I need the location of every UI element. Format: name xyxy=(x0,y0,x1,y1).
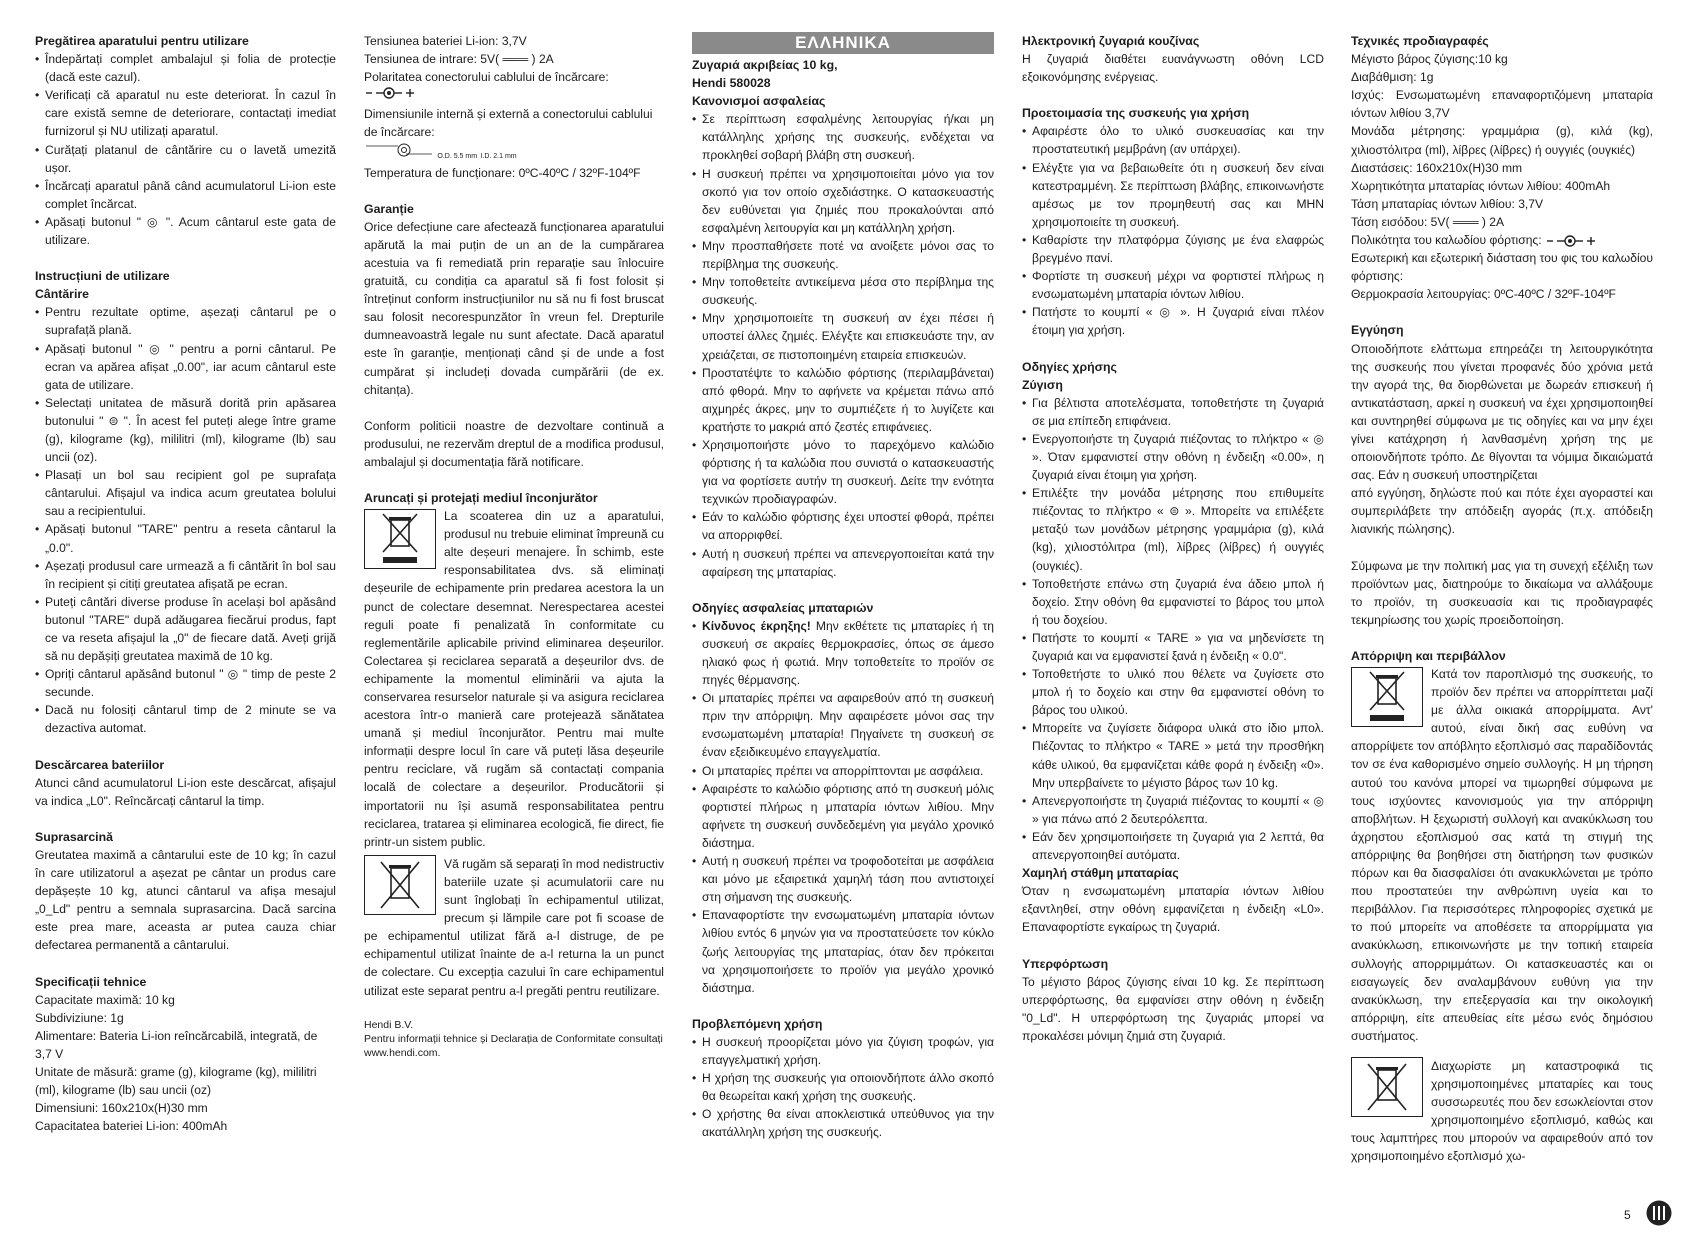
hendi-logo-icon xyxy=(1646,1200,1672,1226)
ro-env-text-2: Vă rugăm să separați în mod nedistructiv bateriile uzate și acumulatorii care nu sunt înglobați în echipamentul utilizat, precum și lămpile care pot fi scoase de pe echipamentul utilizat fără a-l distruge, de pe echipamentul utilizat înainte de a-l returna la un punct de colectare. Cu excepția cazului în care echipamentul utilizat este separat pentru a-l pregăti pentru reutilizare. xyxy=(364,856,664,998)
battery-weee-icon xyxy=(364,855,436,915)
list-item: • Καθαρίστε την πλατφόρμα ζύγισης με ένα ελαφρώς βρεγμένο πανί. xyxy=(1022,231,1324,267)
ro-prep-list xyxy=(35,50,336,249)
list-item: • Αφαιρέστε το καλώδιο φόρτισης από τη συσκευή μόλις φορτιστεί πλήρως η μπαταρία ιόντων λιθίου. Μην αφήνετε τη συσκευή συνδεδεμένη για μεγάλο χρονικό διάστημα. xyxy=(692,780,994,852)
list-item: • Προστατέψτε το καλώδιο φόρτισης (περιλαμβάνεται) από φθορά. Μην το αφήνετε να κρέμεται πάνω από αιχμηρές άκρες, μην το συμπιέζετε ή το λυγίζετε και κρατήστε το μακριά από ζεστές επιφάνειες. xyxy=(692,364,994,436)
ro-spec-line: Capacitate maximă: 10 kg xyxy=(35,992,175,1007)
el-safety-list xyxy=(692,110,994,580)
ro-spec-line: Subdiviziune: 1g xyxy=(35,1010,124,1025)
weee-bin-icon xyxy=(1351,667,1423,727)
el-intended-title: Προβλεπόμενη χρήση xyxy=(692,1016,823,1031)
footer-company: Hendi B.V. xyxy=(364,1018,414,1031)
list-item: • Εάν δεν χρησιμοποιήσετε τη ζυγαριά για 2 λεπτά, θα απενεργοποιηθεί αυτόματα. xyxy=(1022,828,1324,864)
list-item: • Pentru rezultate optime, așezați cântarul pe o suprafață plană. xyxy=(35,303,336,339)
ro-overload-text: Greutatea maximă a cântarului este de 10 kg; în cazul în care utilizatorul a așezat pe cântar un produs care depășește 10 kg, atunci cântarul va afișa mesajul „0_Ld" pentru a semnala suprasarcina. Dacă sarcina este prea mare, aceasta ar putea cauza chiar defectarea permanentă a cântarului. xyxy=(35,847,336,953)
ro-discharge-text: Atunci când acumulatorul Li-ion este descărcat, afișajul va indica „L0". Reîncărcați cântarul la timp. xyxy=(35,775,336,808)
polarity-icon xyxy=(364,86,664,105)
el-spec-line: Διαβάθμιση: 1g xyxy=(1351,70,1434,85)
ro-prep-title: Pregătirea aparatului pentru utilizare xyxy=(35,34,249,48)
list-item: • Η συσκευή πρέπει να χρησιμοποιείται μόνο για τον σκοπό για τον οποίο σχεδιάστηκε. Ο κατασκευαστής δεν ευθύνεται για ζημιές που προκαλούνται από εσφαλμένη λειτουργία και μη κατάλληλη χρήση. xyxy=(692,165,994,237)
list-item: • Αφαιρέστε όλο το υλικό συσκευασίας και την προστατευτική μεμβράνη (αν υπάρχει). xyxy=(1022,122,1324,158)
list-item: • Apăsați butonul " ◎ " pentru a porni cântarul. Pe ecran va apărea afișat „0.00", iar acum cântarul este gata de utilizare. xyxy=(35,340,336,394)
list-item: • Η χρήση της συσκευής για οποιονδήποτε άλλο σκοπό θα θεωρείται κακή χρήση της συσκευής. xyxy=(692,1069,994,1105)
ro-policy-text: Conform politicii noastre de dezvoltare continuă a produsului, ne rezervăm dreptul de a modifica produsul, ambalajul și documentația fără notificare. xyxy=(364,418,664,469)
list-item: • Για βέλτιστα αποτελέσματα, τοποθετήστε τη ζυγαριά σε μια επίπεδη επιφάνεια. xyxy=(1022,394,1324,430)
explosion-warning: Κίνδυνος έκρηξης! xyxy=(702,618,811,633)
polarity-icon xyxy=(1545,234,1597,248)
list-item: • Ελέγξτε για να βεβαιωθείτε ότι η συσκευή δεν είναι κατεστραμμένη. Σε περίπτωση βλάβης, επικοινωνήστε αμέσως με τον προμηθευτή σας και ΜΗΝ χρησιμοποιείτε τη συσκευή. xyxy=(1022,159,1324,231)
list-item: • Opriți cântarul apăsând butonul " ◎ " timp de peste 2 secunde. xyxy=(35,665,336,701)
list-item: • Τοποθετήστε το υλικό που θέλετε να ζυγίσετε στο μπολ ή το δοχείο και στην θα εμφανιστεί οθόνη το βάρος του υλικού. xyxy=(1022,665,1324,719)
list-item: • Αυτή η συσκευή πρέπει να απενεργοποιείται κατά την αφαίρεση της μπαταρίας. xyxy=(692,545,994,581)
ro-warranty-title: Garanție xyxy=(364,201,414,216)
list-item: • Φορτίστε τη συσκευή μέχρι να φορτιστεί πλήρως η ενσωματωμένη μπαταρία ιόντων λιθίου. xyxy=(1022,267,1324,303)
el-battery-list xyxy=(692,617,994,997)
el-env-text-1: Κατά τον παροπλισμό της συσκευής, το προϊόν δεν πρέπει να απορρίπτεται μαζί με άλλα οικιακά απορρίμματα. Αντ' αυτού, είναι δική σας ευθύνη να απορρίψετε τον απόβλητο εξοπλισμό σας παραδίδοντάς τον σε ένα καθορισμένο σημείο συλλογής. Η μη τήρηση αυτού του κανόνα μπορεί να τιμωρηθεί σύμφωνα με τους ισχύοντες κανονισμούς για την απόρριψη αποβλήτων. Η ξεχωριστή συλλογή και ανακύκλωση του άχρηστου εξοπλισμού σας κατά τη στιγμή της απόρριψης θα βοηθήσει στη διατήρηση των φυσικών πόρων και θα διασφαλίσει ότι ανακυκλώνεται με τρόπο που προστατεύει την ανθρώπινη υγεία και το περιβάλλον. Για περισσότερες πληροφορίες σχετικά με το πού μπορείτε να αποθέσετε τα απορρίμματα για ανακύκλωση, επικοινωνήστε με την τοπική εταιρεία συλλογής απορριμμάτων. Οι κατασκευαστές και οι εισαγωγείς δεν αναλαμβάνουν ευθύνη για την ανακύκλωση, την επεξεργασία και την οικολογική απόρριψη, είτε απευθείας είτε μέσω ενός δημόσιου συστήματος. xyxy=(1351,667,1653,1043)
list-item: • Σε περίπτωση εσφαλμένης λειτουργίας ή/και μη κατάλληλης χρήσης της συσκευής, ενδέχεται να προκληθεί σοβαρή βλάβη στη συσκευή. xyxy=(692,110,994,164)
list-item: • Μην προσπαθήσετε ποτέ να ανοίξετε μόνοι σας το περίβλημα της συσκευής. xyxy=(692,237,994,273)
list-item: • Ο χρήστης θα είναι αποκλειστικά υπεύθυνος για την ακατάλληλη χρήση της συσκευής. xyxy=(692,1105,994,1141)
el-policy-text: Σύμφωνα με την πολιτική μας για τη συνεχή εξέλιξη των προϊόντων μας, διατηρούμε το δικαίωμα να αλλάξουμε το προϊόν, τη συσκευασία και τις προδιαγραφές τεκμηρίωσης του χωρίς προειδοποίηση. xyxy=(1351,558,1653,627)
el-spec-line: Μέγιστο βάρος ζύγισης:10 kg xyxy=(1351,52,1508,67)
el-spec-line: Ισχύς: Ενσωματωμένη επαναφορτιζόμενη μπαταρία ιόντων λιθίου 3,7V xyxy=(1351,88,1653,121)
list-item: • Apăsați butonul "TARE" pentru a reseta cântarul la „0.0". xyxy=(35,520,336,556)
el-lowbat-title: Χαμηλή στάθμη μπαταρίας xyxy=(1022,866,1179,881)
list-item: • Η συσκευή προορίζεται μόνο για ζύγιση τροφών, για επαγγελματική χρήση. xyxy=(692,1033,994,1069)
list-item: • Μπορείτε να ζυγίσετε διάφορα υλικά στο ίδιο μπολ. Πιέζοντας το πλήκτρο « TARE » μετά την προσθήκη κάθε υλικού, θα εμφανίζεται κάθε φορά η ένδειξη «0». Μην υπερβαίνετε το μέγιστο βάρος των 10 kg. xyxy=(1022,719,1324,791)
list-item: • Dacă nu folosiți cântarul timp de 2 minute se va dezactiva automat. xyxy=(35,701,336,737)
footer-text: Pentru informații tehnice și Declarația de Conformitate consultați www.hendi.com. xyxy=(364,1032,663,1059)
el-safety-title: Κανονισμοί ασφαλείας xyxy=(692,94,826,109)
ro-spec-title: Specificații tehnice xyxy=(35,974,147,989)
list-item: • Επαναφορτίστε την ενσωματωμένη μπαταρία ιόντων λιθίου εντός 6 μηνών για να προστατεύσετε τον κύκλο ζωής λειτουργίας της μπαταρίας, όταν δεν πρόκειται να χρησιμοποιήσετε το προϊόν για μεγάλο χρονικό διάστημα. xyxy=(692,906,994,996)
el-weigh-title: Ζύγιση xyxy=(1022,377,1063,392)
list-item: • Απενεργοποιήστε τη ζυγαριά πιέζοντας το κουμπί « ◎ » για πάνω από 2 δευτερόλεπτα. xyxy=(1022,792,1324,828)
ro-spec-line: Tensiunea de intrare: 5V( ═══ ) 2A xyxy=(364,52,554,67)
el-env-title: Απόρριψη και περιβάλλον xyxy=(1351,648,1506,663)
list-item: • Οι μπαταρίες πρέπει να αφαιρεθούν από τη συσκευή πριν την απόρριψη. Μην αφαιρέσετε μόνοι σας την ενσωματωμένη μπαταρία! Πηγαίνετε τη συσκευή σε έναν εξειδικευμένο επαγγελματία. xyxy=(692,689,994,761)
el-spec-line: Μονάδα μέτρησης: γραμμάρια (g), κιλά (kg), χιλιοστόλιτρα (ml), λίβρες (λίβρες) ή ουγγιές (ουγκιές) xyxy=(1351,124,1653,157)
list-item: • Οι μπαταρίες πρέπει να απορρίπτονται με ασφάλεια. xyxy=(692,762,994,780)
ro-env-title: Aruncați și protejați mediul înconjurător xyxy=(364,490,598,505)
ro-column-2 xyxy=(364,32,664,1060)
list-item: • Αυτή η συσκευή πρέπει να τροφοδοτείται με ασφάλεια και μόνο με εξαιρετικά χαμηλή τάση που αντιστοιχεί στη σήμανση της συσκευής. xyxy=(692,852,994,906)
weee-bin-icon xyxy=(364,509,436,569)
el-product-title: Ζυγαριά ακριβείας 10 kg, xyxy=(692,58,838,72)
list-item: • Curățați platanul de cântărire cu o lavetă umezită ușor. xyxy=(35,141,336,177)
ro-spec-line: Unitate de măsură: grame (g), kilograme (kg), mililitri (ml), kilograme (lb) sau uncii (oz) xyxy=(35,1064,317,1098)
dim-inner-label: I.D. 2.1 mm xyxy=(480,152,517,160)
el-prep-list xyxy=(1022,122,1324,339)
ro-spec-line: Tensiunea bateriei Li-ion: 3,7V xyxy=(364,34,527,48)
ro-warranty-text: Orice defecțiune care afectează funcționarea aparatului apărută la mai puțin de un an de la cumpărarea acestuia va fi remediată prin reparație sau înlocuire gratuită, cu condiția ca aparatul să fi fost folosit și întreținut conform instrucțiunilor nu să nu fi fost bruscat sau folosit necorespunzător în vreun fel. Drepturile dumneavoastră legale nu sunt afectate. Dacă aparatul este în garanție, menționați când și de unde a fost cumpărat și includeți dovada cumpărării (de ex. chitanța). xyxy=(364,219,664,397)
list-item: • Verificați că aparatul nu este deteriorat. În cazul în care există semne de deteriorare, contactați imediat furnizorul și NU utilizați aparatul. xyxy=(35,86,336,140)
list-item: • Μην χρησιμοποιείτε τη συσκευή αν έχει πέσει ή υποστεί άλλες ζημιές. Ελέγξτε και επισκευάστε την, αν χρειάζεται, σε πιστοποιημένη εταιρεία επισκευών. xyxy=(692,309,994,363)
el-column-4 xyxy=(1022,32,1324,1045)
el-warranty-title: Εγγύηση xyxy=(1351,323,1404,338)
ro-env-text-1: La scoaterea din uz a aparatului, produsul nu trebuie eliminat împreună cu alte deșeuri menajere. În schimb, este responsabilitatea dvs. să eliminați deșeurile de echipamente prin predarea acestora la un punct de colectare desemnat. Nerespectarea acestei reguli poate fi penalizată în conformitate cu reglementările aplicabile privind eliminarea deșeurilor. Colectarea și reciclarea separată a deșeurilor dvs. de echipamente la momentul eliminării va ajuta la conservarea resurselor naturale și va asigura reciclarea acestora într-o manieră care protejează sănătatea umană și mediul înconjurător. Pentru mai multe informații despre locul în care vă puteți lăsa deșeurile pentru reciclare, vă rugăm să contactați compania locală de colectare a deșeurilor. Producătorii și importatorii nu își asumă responsabilitatea pentru reciclarea, tratarea și eliminarea ecologică, fie direct, fie printr-un sistem public. xyxy=(364,509,664,849)
el-product-code: Hendi 580028 xyxy=(692,76,771,91)
list-item: • Ενεργοποιήστε τη ζυγαριά πιέζοντας το πλήκτρο « ◎ ». Όταν εμφανιστεί στην οθόνη η ένδειξη «0.00», η ζυγαριά είναι έτοιμη για χρήση. xyxy=(1022,430,1324,484)
el-spec-line: Διαστάσεις: 160x210x(H)30 mm xyxy=(1351,160,1523,175)
el-scale-title: Ηλεκτρονική ζυγαριά κουζίνας xyxy=(1022,34,1200,48)
language-banner: ΕΛΛΗΝΙΚΑ xyxy=(692,32,994,54)
el-overload-text: Το μέγιστο βάρος ζύγισης είναι 10 kg. Σε περίπτωση υπερφόρτωσης, θα εμφανίσει στην οθόνη η ένδειξη "0_Ld". Η υπερφόρτωση της ζυγαριάς μπορεί να προκαλέσει μόνιμη ζημιά στη ζυγαριά. xyxy=(1022,974,1324,1043)
ro-spec-line: Temperatura de funcționare: 0ºC-40ºC / 32ºF-104ºF xyxy=(364,165,641,180)
el-spec-line: Χωρητικότητα μπαταρίας ιόντων λιθίου: 400mAh xyxy=(1351,178,1611,193)
dim-outer-label: O.D. 5.5 mm xyxy=(437,152,478,160)
el-spec-line: Πολικότητα του καλωδίου φόρτισης: xyxy=(1351,231,1653,249)
footer xyxy=(364,1018,664,1060)
el-lowbat-text: Όταν η ενσωματωμένη μπαταρία ιόντων λιθίου εξαντληθεί, στην οθόνη εμφανίζεται η ένδειξη «L0». Επαναφορτίστε εγκαίρως τη ζυγαριά. xyxy=(1022,884,1324,935)
el-usage-title: Οδηγίες χρήσης xyxy=(1022,359,1117,374)
el-column-5 xyxy=(1351,32,1653,1166)
list-item: • Selectați unitatea de măsură dorită prin apăsarea butonului " ⊜ ". În acest fel puteți alege între grame (g), kilograme (kg), mililitri (ml), kilograme (lb) sau uncii (oz). xyxy=(35,394,336,466)
list-item: • Plasați un bol sau recipient gol pe suprafața cântarului. Afișajul va indica acum greutatea bolului sau a recipientului. xyxy=(35,466,336,520)
el-battery-title: Οδηγίες ασφαλείας μπαταριών xyxy=(692,600,874,615)
battery-weee-icon xyxy=(1351,1057,1423,1117)
ro-weigh-title: Cântărire xyxy=(35,287,89,302)
el-spec-line: Θερμοκρασία λειτουργίας: 0ºC-40ºC / 32ºF-104ºF xyxy=(1351,287,1616,302)
ro-spec-line: Dimensiunile internă și externă a conectorului cablului de încărcare: xyxy=(364,107,653,140)
el-spec-line: Τάση εισόδου: 5V( ═══ ) 2A xyxy=(1351,214,1505,229)
list-item: • Îndepărtați complet ambalajul și folia de protecție (dacă este cazul). xyxy=(35,50,336,86)
el-overload-title: Υπερφόρτωση xyxy=(1022,956,1109,971)
el-weigh-list xyxy=(1022,394,1324,864)
connector-dimension-icon xyxy=(364,142,664,164)
el-spec-line: Εσωτερική και εξωτερική διάσταση του φις του καλωδίου φόρτισης: xyxy=(1351,251,1653,284)
ro-instr-title: Instrucțiuni de utilizare xyxy=(35,269,170,284)
ro-spec-line: Dimensiuni: 160x210x(H)30 mm xyxy=(35,1101,208,1116)
ro-spec-line: Polaritatea conectorului cablului de încărcare: xyxy=(364,70,609,85)
el-env-text-2: Διαχωρίστε μη καταστροφικά τις χρησιμοποιημένες μπαταρίες και τους συσσωρευτές που δεν εσωκλείονται στον χρησιμοποιημένο εξοπλισμό, καθώς και τους λαμπτήρες που μπορούν να αφαιρεθούν από τον χρησιμοποιημένο εξοπλισμό χω- xyxy=(1351,1058,1653,1164)
el-spec-title: Τεχνικές προδιαγραφές xyxy=(1351,34,1489,48)
el-scale-text: Η ζυγαριά διαθέτει ευανάγνωστη οθόνη LCD εξοικονόμησης ενέργειας. xyxy=(1022,52,1324,85)
list-item: • Μην τοποθετείτε αντικείμενα μέσα στο περίβλημα της συσκευής. xyxy=(692,273,994,309)
list-item: • Εάν το καλώδιο φόρτισης έχει υποστεί φθορά, πρέπει να απορριφθεί. xyxy=(692,508,994,544)
el-warranty-text: Οποιοδήποτε ελάττωμα επηρεάζει τη λειτουργικότητα της συσκευής που γίνεται προφανές δύο χρόνια μετά την αγορά της, θα διορθώνεται με δωρεάν επισκευή ή αντικατάσταση, αρκεί η συσκευή να έχει χρησιμοποιηθεί και συντηρηθεί σύμφωνα με τις οδηγίες και να μην έχει γίνει κατάχρηση ή λανθασμένη χρήση της με οποιονδήποτε τρόπο. Δε θίγονται τα νόμιμα δικαιώματά σας. Εάν η συσκευή υποστηρίζεται xyxy=(1351,341,1653,483)
el-warranty-text-2: από εγγύηση, δηλώστε πού και πότε έχει αγοραστεί και συμπεριλάβετε την απόδειξη αγοράς (π.χ. απόδειξη λιανικής πώλησης). xyxy=(1351,486,1653,537)
list-item: • Puteți cântări diverse produse în același bol apăsând butonul "TARE" după adăugarea fiecărui produs, fapt ce va reseta afișajul la „0" de fiecare dată. Aveți grijă să nu depășiți greutatea maximă de 10 kg. xyxy=(35,593,336,665)
list-item: • Πατήστε το κουμπί « TARE » για να μηδενίσετε τη ζυγαριά και να εμφανιστεί ξανά η ένδειξη « 0.0". xyxy=(1022,629,1324,665)
list-item: • Επιλέξτε την μονάδα μέτρησης που επιθυμείτε πιέζοντας το πλήκτρο « ⊜ ». Μπορείτε να επιλέξετε μεταξύ των μονάδων μέτρησης γραμμάρια (g), κιλά (kg), χιλιοστόλιτρα (ml), λίβρες (λίβρες) ή ουγγιές (ουγκιές). xyxy=(1022,484,1324,574)
ro-discharge-title: Descărcarea bateriilor xyxy=(35,757,165,772)
list-item: • Τοποθετήστε επάνω στη ζυγαριά ένα άδειο μπολ ή δοχείο. Στην οθόνη θα εμφανιστεί το βάρος του μπολ ή του δοχείου. xyxy=(1022,575,1324,629)
ro-spec-line: Alimentare: Bateria Li-ion reîncărcabilă, integrată, de 3,7 V xyxy=(35,1028,318,1061)
el-intended-list xyxy=(692,1033,994,1142)
page-number: 5 xyxy=(1624,1208,1631,1222)
ro-spec-line: Capacitatea bateriei Li-ion: 400mAh xyxy=(35,1119,228,1134)
list-item: • Πατήστε το κουμπί « ◎ ». Η ζυγαριά είναι πλέον έτοιμη για χρήση. xyxy=(1022,303,1324,339)
el-spec-line: Τάση μπαταρίας ιόντων λιθίου: 3,7V xyxy=(1351,196,1544,211)
ro-column-1 xyxy=(35,32,336,1135)
list-item: • Apăsați butonul " ◎ ". Acum cântarul este gata de utilizare. xyxy=(35,213,336,249)
list-item: • Încărcați aparatul până când acumulatorul Li-ion este complet încărcat. xyxy=(35,177,336,213)
ro-weigh-list xyxy=(35,303,336,737)
list-item: • Așezați produsul care urmează a fi cântărit în bol sau în recipient și citiți greutatea afișată pe ecran. xyxy=(35,557,336,593)
ro-overload-title: Suprasarcină xyxy=(35,829,113,844)
list-item: • Χρησιμοποιήστε μόνο το παρεχόμενο καλώδιο φόρτισης ή τα καλώδια που συνιστά ο κατασκευαστής για να φορτίσετε αυτήν τη συσκευή. Δείτε την ενότητα τεχνικών προδιαγραφών. xyxy=(692,436,994,508)
el-column-3 xyxy=(692,32,994,1141)
el-prep-title: Προετοιμασία της συσκευής για χρήση xyxy=(1022,106,1250,121)
list-item: • Κίνδυνος έκρηξης! Μην εκθέτετε τις μπαταρίες ή τη συσκευή σε ακραίες θερμοκρασίες, όπως σε άμεσο ηλιακό φως ή φωτιά. Μην τοποθετείτε το προϊόν σε πηγές θέρμανσης. xyxy=(692,617,994,689)
